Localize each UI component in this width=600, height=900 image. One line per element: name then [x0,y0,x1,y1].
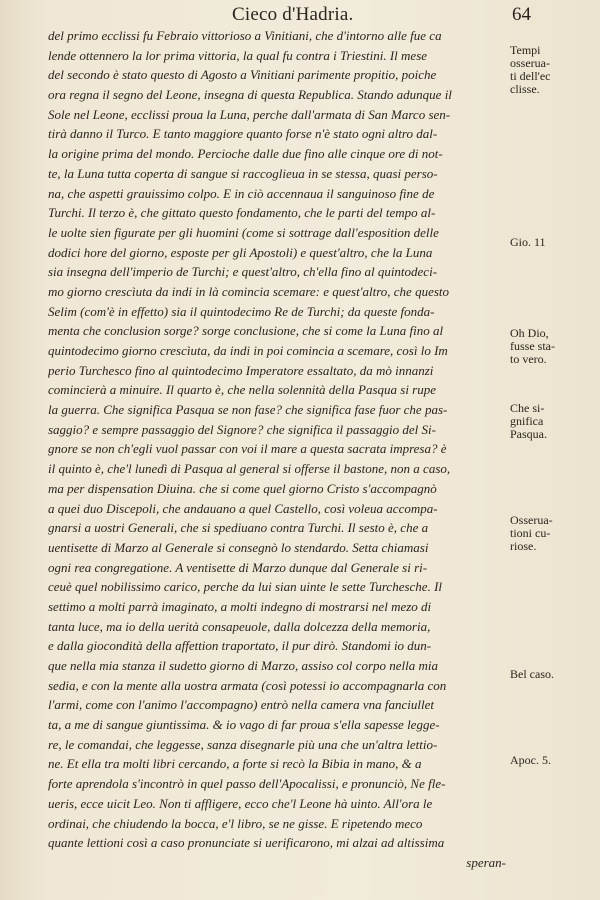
margin-note-belcaso [510,668,554,681]
text-line: del primo ecclissi fu Febraio vittorioso a Vinitiani, che d'intorno alle fue ca [48,28,442,43]
running-head: Cieco d'Hadria. [232,4,354,25]
text-line: ordinai, che chiudendo la bocca, e'l libro, se ne gisse. E ripetendo meco [48,815,423,831]
text-line: tanta luce, ma io della uerità consapeuole, dalla dolcezza della memoria, [48,618,431,634]
text-line: menta che conclusion sorge? sorge conclusione, che si come la Luna fino al [48,323,444,339]
text-line: saggio? e sempre passaggio del Signore? che significa il passaggio del Si- [48,421,436,437]
margin-note-line: Pasqua. [510,427,547,441]
text-line: gnore se non ch'egli vuol passar con voi il mare a questa sacrata impresa? è [48,441,447,457]
text-line: quintodecimo giorno crescìuta, da indi in poi comincia a scemare, così lo Im [48,343,448,358]
margin-note-line: Gio. 11 [510,235,546,249]
text-line: forte aprendola s'incontrò in quel passo dell'Apocalissi, e pronunciò, Ne fle- [48,776,446,792]
page-number: 64 [512,4,531,25]
margin-note-line: Tempi [510,43,541,57]
margin-note-ohdio [510,327,555,366]
text-line: ma per dispensation Diuina. che si come quel giorno Cristo s'accompagnò [48,480,437,496]
margin-note-line: Che si- [510,401,545,415]
text-line: tirà danno il Turco. E tanto maggiore quanto forse n'è stato ogni altro dal- [48,126,438,142]
text-line: comincierà a minuire. Il quarto è, che nella solennità della Pasqua si rupe [48,382,437,398]
text-line: Selim (com'è in effetto) sia il quintodecimo Re de Turchi; da queste fonda- [48,303,435,319]
margin-note-line: Oh Dio, [510,326,549,340]
text-line: l'armi, come con l'animo l'accompagno) entrò nella camera vna fanciullet [48,697,434,713]
margin-note-line: osserua- [510,56,550,70]
margin-note-line: Osserua- [510,513,553,527]
text-line: le uolte sien figurate per gli huomini (come si sottrage dall'esposition delle [48,224,439,240]
text-line: ta, a me di sangue giuntissima. & io vago di far proua s'ella sapesse legge- [48,717,440,733]
text-line: perio Turchesco fino al quintodecimo Imperatore essaltato, da mò innanzi [48,362,434,378]
text-line: que nella mia stanza il sudetto giorno di Marzo, assiso col corpo nella mia [48,658,438,673]
text-line: ne. Et ella tra molti libri cercando, a forte si recò la Bibia in mano, & a [48,756,422,772]
text-line: quante lettioni così a caso pronunciate si uerificarono, mi alzai ad altissima [48,835,445,851]
text-line: sia insegna dell'imperio de Turchi; e quest'altro, ch'ella fino al quintodeci- [48,264,438,280]
margin-note-line: riose. [510,539,537,553]
text-line: il quinto è, che'l lunedì di Pasqua al general si offerse il bastone, non a caso, [48,461,451,477]
margin-note-che [510,402,547,441]
margin-note-line: ti dell'ec [510,69,551,83]
text-line: la origine prima del mondo. Percioche dalle due fino alle cinque ore di not- [48,146,443,162]
text-line: uentisette di Marzo al Generale si consegnò lo stendardo. Setta chiamasi [48,539,429,555]
margin-note-tempi [510,44,550,96]
text-line: te, la Luna tutta coperta di sangue si raccoglieua in se stessa, quasi perso- [48,165,438,181]
text-line: lende ottennero la lor prima vittoria, la qual fu contra i Triestini. Il mese [48,47,428,63]
body-text [48,26,508,873]
text-line: la guerra. Che significa Pasqua se non fase? che significa fase fuor che pas- [48,402,448,418]
text-line: ueris, ecce uicit Leo. Non ti affligere, ecco che'l Leone hà uinto. All'ora le [48,795,433,811]
margin-note-line: Apoc. 5. [510,753,551,767]
text-line: gnarsi a uostri Generali, che si spediuano contra Turchi. Il sesto è, che a [48,520,429,536]
text-line: re, le comandai, che leggesse, sanza disegnarle più una che un'altra lettio- [48,736,438,752]
text-line: ogni rea congregatione. A ventisette di Marzo dunque dal Generale si ri- [48,559,428,575]
text-line: settimo a molti parrà imaginato, a molti indegno di mostrarsi nel mezo di [48,598,432,614]
text-line: a quei duo Discepoli, che andauano a quel Castello, così voleua accompa- [48,500,438,516]
margin-note-line: Bel caso. [510,667,554,681]
text-line: speran- [466,854,506,870]
text-line: sedia, e con la mente alla uostra armata (così potessi io accompagnarla con [48,677,447,693]
margin-note-line: tioni cu- [510,526,551,540]
margin-note-line: fusse sta- [510,339,555,353]
text-line: ora regna il segno del Leone, insegna di questa Republica. Stando adunque il [48,87,452,103]
margin-note-osseruationi [510,514,553,553]
text-line: e dalla giocondità della affettion traportato, il pur dirò. Standomi io dun- [48,638,432,654]
text-line: Turchi. Il terzo è, che gittato questo fondamento, che le parti del tempo al- [48,205,436,221]
margin-note-apoc [510,754,551,767]
text-line: na, che aspetti grauissimo colpo. E in ciò accennaua il sanguinoso fine de [48,185,435,201]
margin-note-gio [510,236,546,249]
margin-note-line: gnifica [510,414,544,428]
text-line: del secondo è stato questo di Agosto a Vinitiani parimente propitio, poiche [48,67,437,83]
margin-note-line: clisse. [510,82,540,96]
text-line: mo giorno crescìuta da indi in là comincia scemare: e quest'altro, che questo [48,283,450,299]
text-line: dodici hore del giorno, esposte per gli Apostoli) e quest'altro, che la Luna [48,244,433,260]
page-header [0,4,600,28]
text-line: Sole nel Leone, ecclissi proua la Luna, perche dall'armata di San Marco sen- [48,106,451,122]
margin-note-line: to vero. [510,352,547,366]
text-line: ceuè quel nobilissimo carico, perche da lui sian uinte le sette Turchesche. Il [48,579,443,595]
